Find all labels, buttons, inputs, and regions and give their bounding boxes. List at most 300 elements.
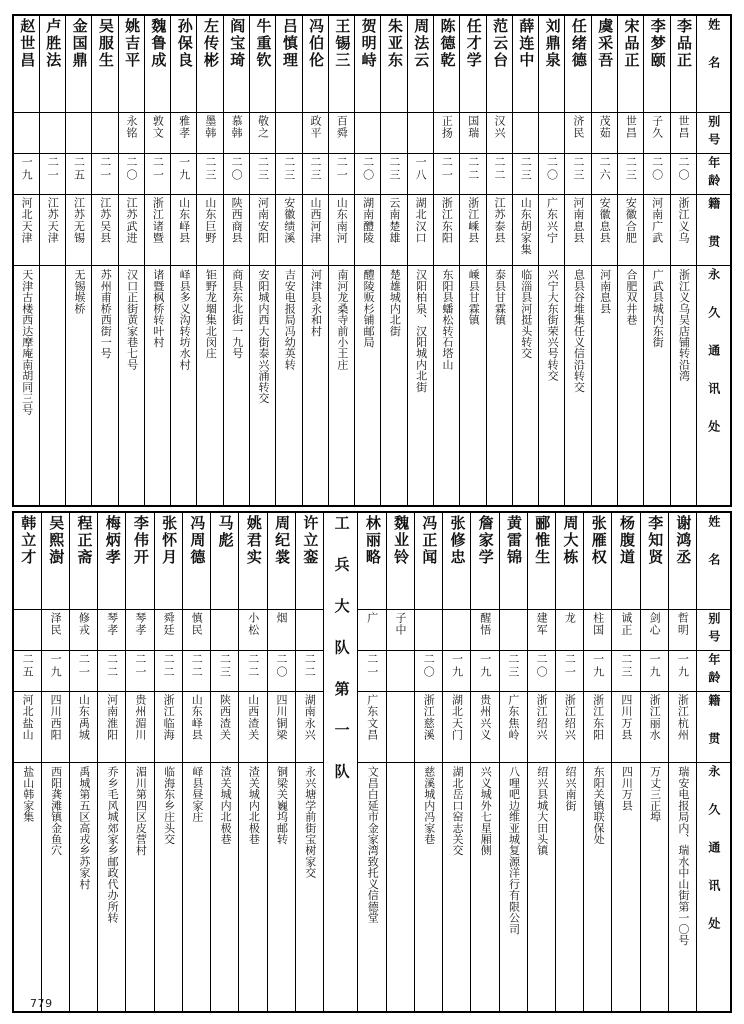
person-age: 二〇 bbox=[275, 652, 288, 679]
person-address: 永兴塘学前街宝树家交 bbox=[303, 765, 317, 878]
cell-address bbox=[13, 762, 41, 1012]
person-name: 吕慎理 bbox=[280, 18, 299, 69]
cell-alias bbox=[386, 609, 414, 650]
cell-alias bbox=[41, 609, 69, 650]
person-native: 四川西阳 bbox=[49, 693, 63, 740]
person-address: 禹城第五区高戎乡苏家村 bbox=[77, 765, 91, 889]
cell-alias bbox=[302, 113, 328, 154]
cell-age bbox=[670, 154, 696, 195]
cell-name bbox=[223, 15, 249, 113]
cell-alias bbox=[154, 609, 182, 650]
cell-age bbox=[276, 154, 302, 195]
person-name: 阎宝琦 bbox=[228, 18, 247, 69]
cell-address bbox=[13, 266, 39, 506]
cell-alias bbox=[486, 113, 512, 154]
person-name: 孙保良 bbox=[175, 18, 194, 69]
person-name: 贺明峙 bbox=[359, 18, 378, 69]
column-header-address bbox=[696, 266, 731, 506]
cell-address bbox=[92, 266, 118, 506]
cell-native bbox=[276, 195, 302, 266]
person-name: 赵世昌 bbox=[18, 18, 37, 69]
cell-alias bbox=[328, 113, 354, 154]
cell-address bbox=[512, 266, 538, 506]
column-header-name bbox=[696, 15, 731, 113]
cell-native bbox=[407, 195, 433, 266]
person-alias: 龙 bbox=[563, 611, 577, 624]
cell-native bbox=[118, 195, 144, 266]
cell-address bbox=[118, 266, 144, 506]
person-address: 醴陵贩杉铺邮局 bbox=[362, 269, 376, 348]
cell-native bbox=[39, 195, 65, 266]
person-address: 铜梁关巍坞邮转 bbox=[275, 765, 289, 845]
cell-address bbox=[328, 266, 354, 506]
cell-native bbox=[295, 691, 323, 762]
cell-age bbox=[443, 650, 471, 691]
cell-name bbox=[670, 15, 696, 113]
person-name: 牛重钦 bbox=[254, 18, 273, 69]
cell-age bbox=[434, 154, 460, 195]
cell-age bbox=[118, 154, 144, 195]
person-name: 刘鼎泉 bbox=[543, 18, 562, 69]
person-age: 二二 bbox=[466, 156, 480, 182]
cell-age bbox=[250, 154, 276, 195]
unit-label: 工 兵 大 队 第 一 队 bbox=[332, 514, 351, 783]
person-age: 二二 bbox=[105, 652, 119, 679]
cell-address bbox=[556, 762, 584, 1012]
cell-alias bbox=[644, 113, 670, 154]
person-address: 汉口正街黄家巷七号 bbox=[125, 269, 139, 370]
cell-native bbox=[612, 691, 640, 762]
person-name: 金国鼎 bbox=[70, 18, 89, 69]
cell-native bbox=[381, 195, 407, 266]
cell-alias bbox=[197, 113, 223, 154]
person-address: 泰县甘霖镇 bbox=[493, 269, 507, 326]
cell-native bbox=[92, 195, 118, 266]
person-native: 陕西渣关 bbox=[218, 693, 232, 740]
person-alias: 子久 bbox=[650, 115, 664, 139]
cell-native bbox=[527, 691, 555, 762]
person-alias: 正扬 bbox=[440, 115, 454, 139]
cell-native bbox=[98, 691, 126, 762]
cell-age bbox=[295, 650, 323, 691]
cell-native bbox=[556, 691, 584, 762]
cell-name bbox=[539, 15, 565, 113]
person-address: 瑞安电报局内、瑞水中山街第一〇号 bbox=[676, 765, 690, 946]
cell-address bbox=[443, 762, 471, 1012]
person-address: 汉阳柏泉、汉阳城内北街 bbox=[414, 269, 428, 393]
person-age: 二三 bbox=[282, 156, 296, 182]
cell-age bbox=[471, 650, 499, 691]
column-header-alias bbox=[697, 609, 731, 650]
person-native: 浙江杭州 bbox=[676, 693, 690, 740]
person-age: 二一 bbox=[335, 156, 349, 182]
cell-native bbox=[69, 691, 97, 762]
person-native: 河北天津 bbox=[20, 197, 34, 244]
cell-age bbox=[591, 154, 617, 195]
person-address: 合肥双井巷 bbox=[624, 269, 638, 326]
cell-age bbox=[267, 650, 295, 691]
cell-age bbox=[171, 154, 197, 195]
cell-age bbox=[92, 154, 118, 195]
cell-name bbox=[486, 15, 512, 113]
person-address: 八哩吧边维亚城复源洋行有限公司 bbox=[507, 765, 521, 934]
cell-native bbox=[182, 691, 210, 762]
person-name: 詹家学 bbox=[476, 514, 495, 565]
person-alias: 永铭 bbox=[125, 115, 139, 139]
cell-address bbox=[276, 266, 302, 506]
cell-alias bbox=[66, 113, 92, 154]
cell-address bbox=[407, 266, 433, 506]
person-alias: 子中 bbox=[393, 611, 407, 635]
cell-native bbox=[644, 195, 670, 266]
person-age: 二三 bbox=[203, 156, 217, 182]
cell-native bbox=[386, 691, 414, 762]
header-label-age: 年龄 bbox=[706, 156, 721, 192]
cell-age bbox=[499, 650, 527, 691]
cell-name bbox=[527, 512, 555, 610]
person-name: 黄雷锦 bbox=[505, 514, 524, 565]
cell-address bbox=[640, 762, 668, 1012]
cell-age bbox=[584, 650, 612, 691]
cell-age bbox=[66, 154, 92, 195]
person-address: 临海东乡庄头交 bbox=[162, 765, 176, 845]
person-address: 湖北岳口窑志关交 bbox=[451, 765, 464, 856]
cell-native bbox=[565, 195, 591, 266]
person-age: 二三 bbox=[619, 652, 633, 679]
person-native: 山东禹城 bbox=[77, 693, 91, 740]
cell-name bbox=[407, 15, 433, 113]
cell-native bbox=[591, 195, 617, 266]
person-address: 钜野龙堌集北闵庄 bbox=[204, 269, 218, 359]
person-name: 吴服生 bbox=[96, 18, 115, 69]
cell-name bbox=[171, 15, 197, 113]
cell-native bbox=[499, 691, 527, 762]
person-age: 二二 bbox=[303, 652, 317, 679]
person-native: 浙江义乌 bbox=[676, 197, 690, 244]
cell-age bbox=[386, 650, 414, 691]
cell-native bbox=[66, 195, 92, 266]
cell-name bbox=[302, 15, 328, 113]
cell-alias bbox=[171, 113, 197, 154]
cell-age bbox=[617, 154, 643, 195]
person-age: 二一 bbox=[440, 156, 454, 182]
cell-age bbox=[612, 650, 640, 691]
person-alias: 世昌 bbox=[676, 115, 690, 139]
cell-address bbox=[182, 762, 210, 1012]
cell-name bbox=[460, 15, 486, 113]
cell-alias bbox=[355, 113, 381, 154]
column-header-age bbox=[696, 154, 731, 195]
cell-native bbox=[41, 691, 69, 762]
cell-name bbox=[668, 512, 696, 610]
column-header-native bbox=[696, 195, 731, 266]
cell-address bbox=[302, 266, 328, 506]
cell-address bbox=[460, 266, 486, 506]
person-age: 一九 bbox=[20, 156, 34, 182]
person-age: 一九 bbox=[591, 652, 605, 679]
cell-name bbox=[250, 15, 276, 113]
cell-name bbox=[471, 512, 499, 610]
person-name: 李品正 bbox=[675, 18, 694, 69]
header-label-alias: 别号 bbox=[706, 115, 721, 151]
person-age: 二〇 bbox=[650, 156, 664, 182]
person-age: 二一 bbox=[98, 156, 112, 182]
person-alias: 舜廷 bbox=[162, 611, 176, 635]
person-alias: 敦文 bbox=[151, 115, 165, 139]
cell-age bbox=[644, 154, 670, 195]
cell-address bbox=[197, 266, 223, 506]
person-alias: 烟 bbox=[275, 611, 288, 624]
person-alias: 修戎 bbox=[77, 611, 91, 635]
cell-address bbox=[527, 762, 555, 1012]
cell-address bbox=[668, 762, 696, 1012]
column-header-age bbox=[697, 650, 731, 691]
cell-native bbox=[443, 691, 471, 762]
person-native: 江苏无锡 bbox=[72, 197, 86, 244]
cell-alias bbox=[39, 113, 65, 154]
header-label-name: 姓 名 bbox=[706, 514, 721, 571]
cell-name bbox=[414, 512, 442, 610]
person-alias: 敬之 bbox=[256, 115, 270, 139]
cell-address bbox=[144, 266, 170, 506]
person-address: 南河龙桑寺前小王庄 bbox=[335, 269, 349, 370]
person-alias: 政平 bbox=[309, 115, 322, 139]
person-native: 江苏吴县 bbox=[98, 197, 112, 244]
person-address: 东阳县蟠松转石塔山 bbox=[440, 269, 454, 370]
person-age: 二六 bbox=[598, 156, 612, 182]
person-age: 二〇 bbox=[535, 652, 549, 679]
person-name: 张修忠 bbox=[448, 514, 467, 565]
cell-age bbox=[223, 154, 249, 195]
person-age: 二三 bbox=[218, 652, 232, 679]
person-address: 湄川第四区皮营村 bbox=[134, 765, 148, 856]
person-address: 广武县城内东街 bbox=[651, 269, 665, 348]
person-age: 二〇 bbox=[422, 652, 436, 679]
person-native: 湖北天门 bbox=[450, 693, 464, 740]
cell-native bbox=[640, 691, 668, 762]
cell-alias bbox=[471, 609, 499, 650]
cell-address bbox=[69, 762, 97, 1012]
cell-alias bbox=[565, 113, 591, 154]
cell-address bbox=[612, 762, 640, 1012]
cell-age bbox=[239, 650, 267, 691]
person-address: 无锡堠桥 bbox=[73, 269, 87, 314]
person-native: 河南广武 bbox=[650, 197, 664, 244]
person-address: 西阳龚滩镇金鱼穴 bbox=[49, 765, 63, 856]
person-alias: 建军 bbox=[535, 611, 549, 635]
cell-name bbox=[197, 15, 223, 113]
cell-age bbox=[556, 650, 584, 691]
person-native: 陕西商县 bbox=[230, 197, 244, 244]
person-name: 陈德乾 bbox=[438, 18, 457, 69]
cell-address bbox=[381, 266, 407, 506]
cell-native bbox=[13, 691, 41, 762]
cell-age bbox=[98, 650, 126, 691]
cell-address bbox=[239, 762, 267, 1012]
cell-address bbox=[211, 762, 239, 1012]
unit-label-cell bbox=[324, 512, 358, 1013]
person-name: 任绪德 bbox=[569, 18, 588, 69]
header-label-address: 永 久 通 讯 处 bbox=[706, 764, 721, 935]
person-native: 浙江临海 bbox=[162, 693, 176, 740]
cell-alias bbox=[98, 609, 126, 650]
person-name: 姚吉平 bbox=[123, 18, 142, 69]
person-name: 冯伯伦 bbox=[307, 18, 326, 69]
person-age: 二五 bbox=[72, 156, 86, 182]
cell-age bbox=[41, 650, 69, 691]
person-age: 二〇 bbox=[230, 156, 244, 182]
person-native: 山西渣关 bbox=[246, 693, 260, 740]
cell-name bbox=[617, 15, 643, 113]
cell-address bbox=[539, 266, 565, 506]
person-native: 四川万县 bbox=[619, 693, 633, 740]
cell-alias bbox=[460, 113, 486, 154]
person-native: 安徽合肥 bbox=[624, 197, 638, 244]
person-name: 程正斋 bbox=[75, 514, 94, 565]
cell-alias bbox=[223, 113, 249, 154]
person-name: 郦惟生 bbox=[533, 514, 552, 565]
cell-alias bbox=[358, 609, 386, 650]
person-native: 山东胡家集 bbox=[519, 197, 533, 255]
person-native: 浙江绍兴 bbox=[535, 693, 549, 740]
person-native: 江苏天津 bbox=[46, 197, 60, 244]
person-alias: 小松 bbox=[246, 611, 260, 635]
person-address: 息县谷堆集任义信沿转交 bbox=[572, 269, 586, 393]
cell-age bbox=[640, 650, 668, 691]
column-header-native bbox=[697, 691, 731, 762]
cell-native bbox=[486, 195, 512, 266]
column-header-alias bbox=[696, 113, 731, 154]
cell-age bbox=[154, 650, 182, 691]
cell-address bbox=[171, 266, 197, 506]
cell-name bbox=[386, 512, 414, 610]
person-age: 一九 bbox=[648, 652, 662, 679]
cell-age bbox=[355, 154, 381, 195]
cell-address bbox=[670, 266, 696, 506]
person-alias: 国瑞 bbox=[466, 115, 480, 139]
person-name: 任才学 bbox=[464, 18, 483, 69]
cell-address bbox=[223, 266, 249, 506]
person-age: 二三 bbox=[506, 652, 520, 679]
cell-alias bbox=[276, 113, 302, 154]
cell-name bbox=[355, 15, 381, 113]
person-address: 兴宁大东街荣兴号转交 bbox=[546, 269, 560, 382]
person-age: 二一 bbox=[563, 652, 577, 679]
person-address: 慈溪城内冯家巷 bbox=[422, 765, 436, 845]
cell-alias bbox=[69, 609, 97, 650]
cell-alias bbox=[92, 113, 118, 154]
cell-age bbox=[13, 154, 39, 195]
person-age: 二〇 bbox=[545, 156, 559, 182]
cell-age bbox=[69, 650, 97, 691]
person-age: 二一 bbox=[133, 652, 147, 679]
cell-name bbox=[381, 15, 407, 113]
person-native: 山东巨野 bbox=[203, 197, 217, 244]
cell-name bbox=[66, 15, 92, 113]
person-native: 四川铜梁 bbox=[275, 693, 288, 740]
person-age: 一九 bbox=[450, 652, 464, 679]
person-name: 周纪裳 bbox=[273, 514, 292, 565]
cell-address bbox=[39, 266, 65, 506]
cell-address bbox=[471, 762, 499, 1012]
cell-alias bbox=[182, 609, 210, 650]
cell-native bbox=[154, 691, 182, 762]
cell-name bbox=[612, 512, 640, 610]
cell-age bbox=[302, 154, 328, 195]
person-age: 二三 bbox=[309, 156, 322, 182]
cell-age bbox=[39, 154, 65, 195]
person-native: 江苏武进 bbox=[125, 197, 139, 244]
person-name: 魏业铃 bbox=[392, 514, 411, 565]
person-address: 渣关城内北极巷 bbox=[219, 765, 233, 845]
person-alias: 柱国 bbox=[591, 611, 605, 635]
person-native: 贵州兴义 bbox=[478, 693, 492, 740]
person-address: 东阳关镇联保处 bbox=[592, 765, 606, 845]
person-name: 韩立才 bbox=[19, 514, 38, 565]
person-address: 临淄县河挺头转交 bbox=[519, 269, 533, 359]
person-alias: 诚正 bbox=[619, 611, 633, 635]
person-native: 贵州湄川 bbox=[133, 693, 147, 740]
person-name: 姚君实 bbox=[244, 514, 263, 565]
person-address: 天津古楼西达摩庵南胡同三号 bbox=[20, 269, 34, 415]
cell-name bbox=[154, 512, 182, 610]
person-alias: 剑心 bbox=[648, 611, 662, 635]
cell-age bbox=[486, 154, 512, 195]
person-address: 吉安电报局冯幼英转 bbox=[283, 269, 297, 370]
cell-name bbox=[267, 512, 295, 610]
person-age: 二五 bbox=[21, 652, 35, 679]
person-age: 二三 bbox=[519, 156, 533, 182]
person-alias: 墨韩 bbox=[203, 115, 217, 139]
cell-native bbox=[460, 195, 486, 266]
person-name: 周大栋 bbox=[561, 514, 580, 565]
cell-address bbox=[41, 762, 69, 1012]
person-age: 一八 bbox=[414, 156, 428, 182]
person-name: 李梦颐 bbox=[648, 18, 667, 69]
cell-address bbox=[98, 762, 126, 1012]
person-age: 二一 bbox=[365, 652, 379, 679]
cell-address bbox=[486, 266, 512, 506]
cell-name bbox=[144, 15, 170, 113]
cell-name bbox=[211, 512, 239, 610]
cell-alias bbox=[512, 113, 538, 154]
person-native: 浙江东阳 bbox=[440, 197, 454, 244]
person-age: 二二 bbox=[246, 652, 260, 679]
cell-age bbox=[381, 154, 407, 195]
cell-name bbox=[182, 512, 210, 610]
person-age: 二〇 bbox=[676, 156, 690, 182]
cell-alias bbox=[239, 609, 267, 650]
person-address: 绍兴县城大田头镇 bbox=[535, 765, 549, 856]
cell-address bbox=[617, 266, 643, 506]
person-native: 浙江丽水 bbox=[648, 693, 662, 740]
cell-native bbox=[512, 195, 538, 266]
column-header-address bbox=[697, 762, 731, 1012]
cell-address bbox=[295, 762, 323, 1012]
cell-address bbox=[414, 762, 442, 1012]
person-age: 二一 bbox=[46, 156, 60, 182]
person-name: 李伟开 bbox=[131, 514, 150, 565]
person-native: 河南淮阳 bbox=[105, 693, 119, 740]
cell-native bbox=[668, 691, 696, 762]
person-native: 浙江诸暨 bbox=[151, 197, 165, 244]
cell-native bbox=[617, 195, 643, 266]
cell-alias bbox=[13, 113, 39, 154]
cell-name bbox=[118, 15, 144, 113]
column-header-name bbox=[697, 512, 731, 610]
cell-age bbox=[539, 154, 565, 195]
person-native: 山东峄县 bbox=[190, 693, 204, 740]
